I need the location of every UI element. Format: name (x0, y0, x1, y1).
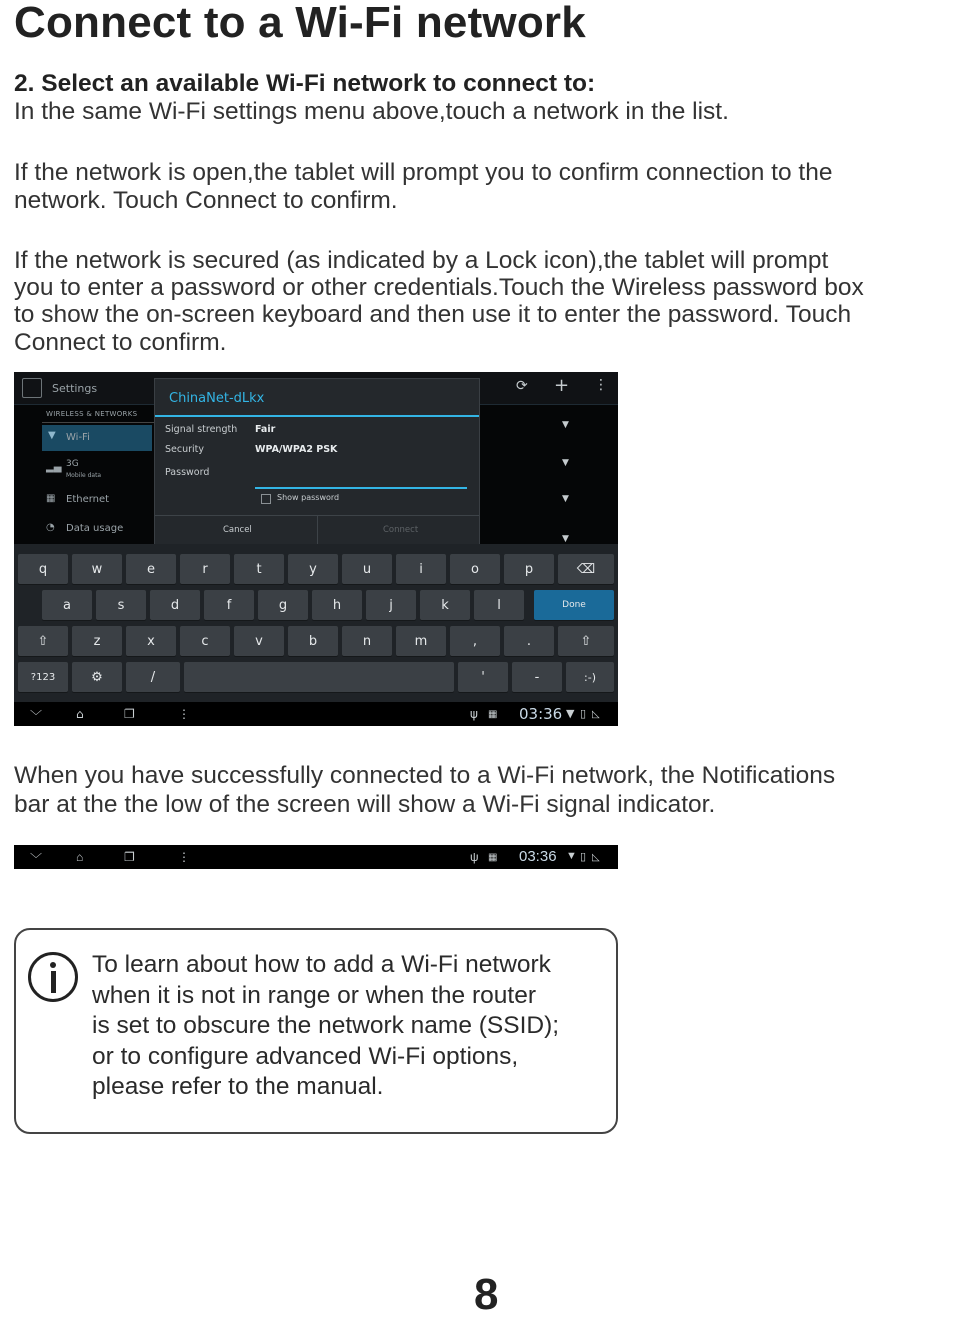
sidebar-item-data-usage[interactable] (42, 519, 152, 541)
add-icon[interactable]: + (554, 375, 570, 396)
key-n[interactable]: n (342, 626, 392, 656)
shift-key[interactable] (18, 626, 68, 656)
step-instruction: In the same Wi-Fi settings menu above,touch a network in the list. (14, 98, 729, 125)
key-g[interactable]: g (258, 590, 308, 620)
info-line: is set to obscure the network name (SSID); (92, 1012, 560, 1039)
clock: 03:36 (519, 705, 563, 723)
shift-icon: ⇧ (37, 633, 49, 649)
para-success-line-2: bar at the the low of the screen will show a Wi-Fi signal indicator. (14, 791, 716, 818)
battery-icon: ▯ (580, 851, 587, 863)
key-comma[interactable]: , (450, 626, 500, 656)
sidebar-item-label: 3G (66, 459, 79, 469)
on-screen-keyboard (14, 544, 618, 702)
para-secured-line-3: to show the on-screen keyboard and then use it to enter the password. Touch (14, 301, 852, 328)
wifi-connect-dialog (154, 378, 480, 546)
key-c[interactable]: c (180, 626, 230, 656)
key-h[interactable]: h (312, 590, 362, 620)
hide-keyboard-icon[interactable]: ﹀ (30, 709, 43, 723)
key-dash[interactable]: - (512, 662, 562, 692)
network-wifi-icon: ▼ (562, 420, 569, 430)
info-line: when it is not in range or when the router (92, 981, 536, 1009)
key-i[interactable]: i (396, 554, 446, 584)
wifi-icon: ▼ (566, 707, 575, 720)
sidebar-item-3g[interactable] (42, 456, 152, 484)
password-label: Password (165, 467, 210, 478)
info-line: or to configure advanced Wi-Fi options, (92, 1042, 519, 1070)
key-v[interactable]: v (234, 626, 284, 656)
notifications-bar (14, 845, 618, 869)
key-a[interactable]: a (42, 590, 92, 620)
info-icon (28, 952, 78, 1002)
key-f[interactable]: f (204, 590, 254, 620)
warning-icon: ◺ (592, 852, 600, 863)
warning-icon: ◺ (592, 709, 600, 720)
para-secured-line-2: you to enter a password or other credentials.Touch the Wireless password box (14, 274, 864, 301)
overflow-menu-icon[interactable]: ⋮ (594, 377, 608, 393)
security-label: Security (165, 444, 205, 455)
smiley-key[interactable]: :-) (566, 662, 614, 692)
app-title: Settings (52, 382, 98, 395)
sidebar-item-label: Data usage (66, 523, 124, 534)
key-t[interactable]: t (234, 554, 284, 584)
backspace-key[interactable] (558, 554, 614, 584)
shift-key-right[interactable] (558, 626, 614, 656)
sidebar-item-label: Ethernet (66, 494, 110, 505)
cancel-button[interactable]: Cancel (223, 525, 252, 535)
key-k[interactable]: k (420, 590, 470, 620)
hide-keyboard-icon[interactable]: ﹀ (30, 852, 43, 866)
recent-apps-icon[interactable]: ❐ (124, 707, 135, 721)
network-wifi-icon: ▼ (562, 494, 569, 504)
usb-icon: ψ (470, 850, 479, 864)
key-z[interactable]: z (72, 626, 122, 656)
key-j[interactable]: j (366, 590, 416, 620)
section-header: WIRELESS & NETWORKS (46, 410, 138, 418)
keyboard-settings-icon: ⚙ (91, 669, 103, 685)
para-open-line-1: If the network is open,the tablet will prompt you to confirm connection to the (14, 159, 833, 186)
info-line: please refer to the manual. (92, 1073, 384, 1100)
settings-icon (22, 378, 42, 398)
para-secured-line-1: If the network is secured (as indicated by a Lock icon),the tablet will prompt (14, 247, 829, 274)
network-wifi-icon: ▼ (562, 458, 569, 468)
usb-icon: ψ (470, 707, 478, 721)
home-icon[interactable]: ⌂ (76, 850, 84, 864)
sidebar-item-sublabel: Mobile data (66, 472, 102, 479)
para-secured-line-4: Connect to confirm. (14, 329, 227, 356)
key-q[interactable]: q (18, 554, 68, 584)
show-password-checkbox[interactable] (261, 494, 271, 504)
key-y[interactable]: y (288, 554, 338, 584)
tablet-screenshot (14, 372, 618, 726)
recent-apps-icon[interactable]: ❐ (124, 850, 135, 864)
system-nav-bar (14, 702, 618, 726)
key-s[interactable]: s (96, 590, 146, 620)
key-u[interactable]: u (342, 554, 392, 584)
battery-icon: ▯ (580, 707, 587, 720)
page-number: 8 (474, 1270, 499, 1319)
symbols-key[interactable]: ?123 (18, 662, 68, 692)
signal-icon: ▂▄ (46, 462, 62, 473)
refresh-icon[interactable]: ⟳ (516, 378, 528, 394)
ethernet-icon: ▦ (46, 493, 56, 504)
para-open-line-2: network. Touch Connect to confirm. (14, 187, 398, 214)
key-d[interactable]: d (150, 590, 200, 620)
page-title: Connect to a Wi-Fi network (14, 0, 586, 47)
key-b[interactable]: b (288, 626, 338, 656)
key-l[interactable]: l (474, 590, 524, 620)
connect-button[interactable]: Connect (383, 525, 419, 535)
shift-icon: ⇧ (580, 633, 592, 649)
key-m[interactable]: m (396, 626, 446, 656)
sidebar-item-label: Wi-Fi (66, 432, 90, 443)
status-icon: ▦ (488, 709, 498, 720)
sidebar-item-ethernet[interactable] (42, 490, 152, 512)
data-usage-icon: ◔ (46, 522, 55, 533)
signal-strength-value: Fair (255, 424, 276, 435)
key-apostrophe[interactable]: ' (458, 662, 508, 692)
key-r[interactable]: r (180, 554, 230, 584)
security-value: WPA/WPA2 PSK (255, 444, 338, 455)
key-p[interactable]: p (504, 554, 554, 584)
key-x[interactable]: x (126, 626, 176, 656)
menu-icon[interactable]: ⋮ (178, 850, 190, 864)
menu-icon[interactable]: ⋮ (178, 707, 190, 721)
password-input[interactable] (255, 479, 467, 489)
done-key[interactable]: Done (534, 590, 614, 620)
wifi-icon: ▼ (48, 430, 56, 441)
dialog-title: ChinaNet-dLkx (169, 391, 265, 406)
info-text (92, 950, 559, 1103)
backspace-icon: ⌫ (576, 561, 596, 577)
key-slash[interactable]: / (126, 662, 180, 692)
space-key[interactable] (184, 662, 454, 692)
key-period[interactable]: . (504, 626, 554, 656)
key-e[interactable]: e (126, 554, 176, 584)
key-o[interactable]: o (450, 554, 500, 584)
clock: 03:36 (519, 848, 557, 865)
home-icon[interactable]: ⌂ (76, 707, 84, 721)
step-heading: 2. Select an available Wi-Fi network to connect to: (14, 70, 596, 97)
wifi-signal-icon: ▼ (566, 850, 577, 862)
key-w[interactable]: w (72, 554, 122, 584)
status-icon: ▦ (488, 852, 498, 863)
para-success-line-1: When you have successfully connected to a Wi-Fi network, the Notifications (14, 762, 836, 789)
sidebar-item-wifi[interactable] (42, 425, 152, 451)
signal-strength-label: Signal strength (165, 424, 238, 435)
settings-key[interactable] (72, 662, 122, 692)
show-password-label: Show password (277, 493, 340, 502)
info-line: To learn about how to add a Wi-Fi network (92, 951, 551, 978)
network-wifi-icon: ▼ (562, 534, 569, 544)
